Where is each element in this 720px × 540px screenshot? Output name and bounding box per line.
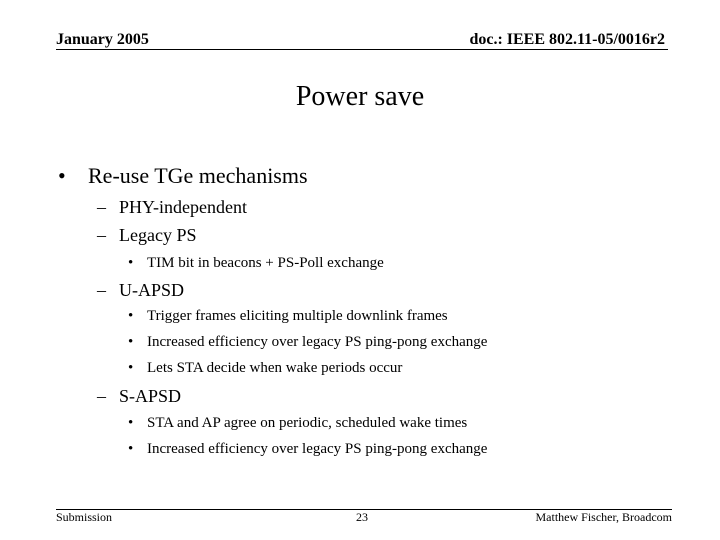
- bullet-text: Lets STA decide when wake periods occur: [147, 360, 403, 376]
- dash-marker: –: [97, 386, 106, 406]
- footer-submission: Submission: [56, 510, 113, 524]
- bullet-marker: •: [58, 163, 66, 188]
- bullet-marker: •: [128, 441, 134, 457]
- dash-marker: –: [97, 280, 106, 300]
- bullet-marker: •: [128, 415, 134, 431]
- page-number: 23: [356, 510, 368, 524]
- bullet-text: TIM bit in beacons + PS-Poll exchange: [147, 255, 384, 271]
- bullet-text: U-APSD: [119, 280, 185, 300]
- header-date: January 2005: [56, 31, 149, 48]
- bullet-text: STA and AP agree on periodic, scheduled wake times: [147, 415, 468, 431]
- bullet-marker: •: [128, 334, 134, 350]
- slide-title: Power save: [295, 81, 425, 112]
- bullet-text: S-APSD: [119, 386, 182, 406]
- dash-marker: –: [97, 197, 106, 217]
- footer-author: Matthew Fischer, Broadcom: [535, 510, 672, 524]
- bullet-text: PHY-independent: [119, 197, 247, 217]
- header-rule: [56, 49, 668, 50]
- bullet-marker: •: [128, 308, 134, 324]
- header-doc-id: doc.: IEEE 802.11-05/0016r2: [469, 31, 665, 48]
- bullet-text: Legacy PS: [119, 225, 197, 245]
- dash-marker: –: [97, 225, 106, 245]
- bullet-text: Increased efficiency over legacy PS ping-pong exchange: [147, 441, 488, 457]
- bullet-marker: •: [128, 360, 134, 376]
- bullet-text: Re-use TGe mechanisms: [88, 163, 308, 188]
- bullet-marker: •: [128, 255, 134, 271]
- bullet-text: Trigger frames eliciting multiple downlink frames: [147, 308, 448, 324]
- bullet-text: Increased efficiency over legacy PS ping-pong exchange: [147, 334, 488, 350]
